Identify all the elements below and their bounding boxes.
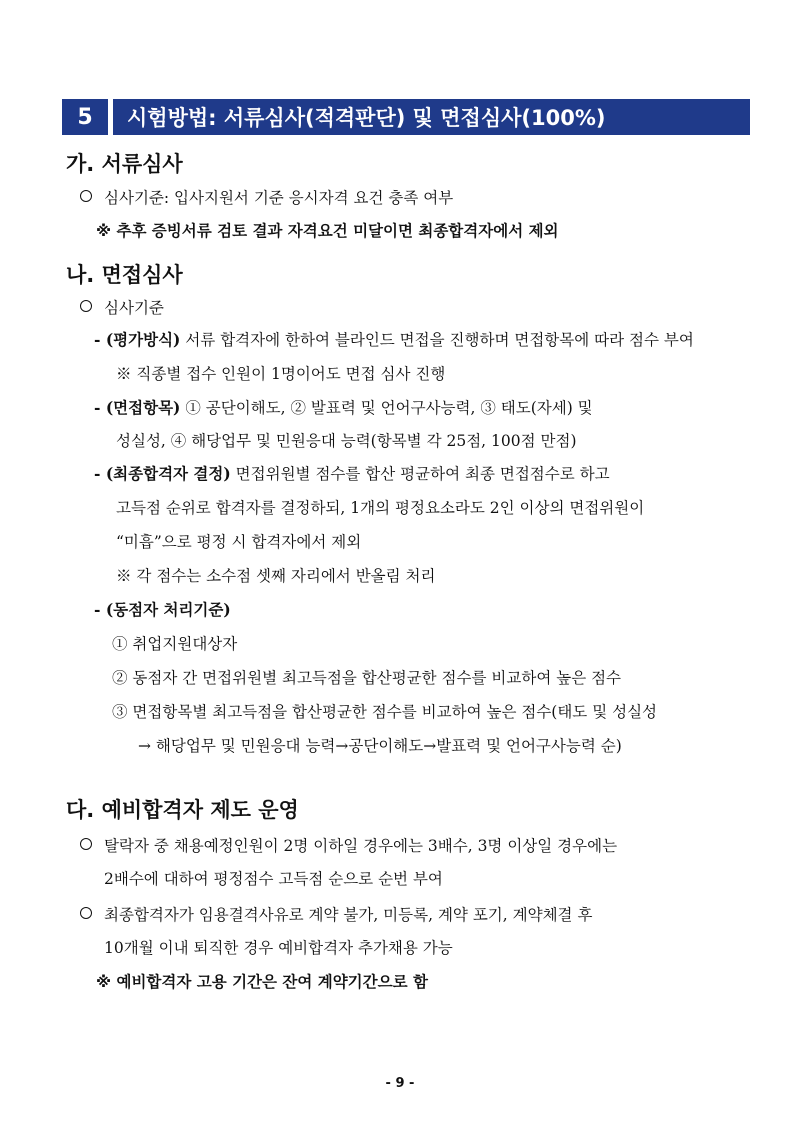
interview-items-line2: 성실성, ④ 해당업무 및 민원응대 능력(항목별 각 25점, 100점 만점) [116, 432, 577, 450]
tie-break-item-3: ③ 면접항목별 최고득점을 합산평균한 점수를 비교하여 높은 점수(태도 및 성실성 [112, 703, 658, 721]
final-decision-note: ※ 각 점수는 소수점 셋째 자리에서 반올림 처리 [116, 567, 436, 585]
final-decision [94, 464, 610, 484]
interview-items-label: - (면접항목) [94, 398, 181, 417]
section-title: 시험방법: 서류심사(적격판단) 및 면접심사(100%) [113, 99, 750, 135]
heading-interview-review: 나. 면접심사 [66, 263, 183, 287]
reserve-bullet-2-line2: 10개월 이내 퇴직한 경우 예비합격자 추가채용 가능 [104, 939, 453, 957]
reserve-note: ※ 예비합격자 고용 기간은 잔여 계약기간으로 함 [96, 973, 428, 991]
interview-criteria-label: 심사기준 [104, 299, 164, 317]
section-header [62, 99, 750, 135]
document-review-criteria [80, 188, 453, 208]
interview-criteria [80, 298, 164, 318]
reserve-bullet-2-line1: 최종합격자가 임용결격사유로 계약 불가, 미등록, 계약 포기, 계약체결 후 [104, 906, 593, 924]
circle-bullet-icon [80, 190, 92, 202]
interview-items-line1: ① 공단이해도, ② 발표력 및 언어구사능력, ③ 태도(자세) 및 [185, 399, 593, 417]
tie-break-item-2: ② 동점자 간 면접위원별 최고득점을 합산평균한 점수를 비교하여 높은 점수 [112, 669, 622, 687]
document-review-note: ※ 추후 증빙서류 검토 결과 자격요건 미달이면 최종합격자에서 제외 [96, 222, 559, 240]
reserve-bullet-1 [80, 836, 617, 856]
circle-bullet-icon [80, 838, 92, 850]
final-decision-line1: 면접위원별 점수를 합산 평균하여 최종 면접점수로 하고 [235, 465, 610, 483]
page-number: - 9 - [385, 1076, 415, 1091]
reserve-bullet-1-line2: 2배수에 대하여 평정점수 고득점 순으로 순번 부여 [104, 870, 443, 888]
section-number: 5 [62, 99, 108, 135]
tie-break-label: - (동점자 처리기준) [94, 600, 231, 619]
heading-document-review: 가. 서류심사 [66, 152, 183, 176]
reserve-bullet-1-line1: 탈락자 중 채용예정인원이 2명 이하일 경우에는 3배수, 3명 이상일 경우에는 [104, 837, 618, 855]
evaluation-method-label: - (평가방식) [94, 330, 181, 349]
final-decision-label: - (최종합격자 결정) [94, 464, 231, 483]
final-decision-line3: “미흡”으로 평정 시 합격자에서 제외 [116, 533, 362, 551]
tie-break-item-1: ① 취업지원대상자 [112, 635, 238, 653]
heading-reserve-candidates: 다. 예비합격자 제도 운영 [66, 798, 299, 822]
tie-break-item-3-cont: → 해당업무 및 민원응대 능력→공단이해도→발표력 및 언어구사능력 순) [138, 737, 622, 755]
circle-bullet-icon [80, 907, 92, 919]
evaluation-method-text: 서류 합격자에 한하여 블라인드 면접을 진행하며 면접항목에 따라 점수 부여 [185, 331, 694, 349]
final-decision-line2: 고득점 순위로 합격자를 결정하되, 1개의 평정요소라도 2인 이상의 면접위원이 [116, 499, 645, 517]
circle-bullet-icon [80, 300, 92, 312]
evaluation-method [94, 330, 694, 350]
evaluation-method-note: ※ 직종별 접수 인원이 1명이어도 면접 심사 진행 [116, 365, 446, 383]
document-review-criteria-text: 심사기준: 입사지원서 기준 응시자격 요건 충족 여부 [104, 189, 454, 207]
reserve-bullet-2 [80, 905, 592, 925]
interview-items [94, 398, 593, 418]
